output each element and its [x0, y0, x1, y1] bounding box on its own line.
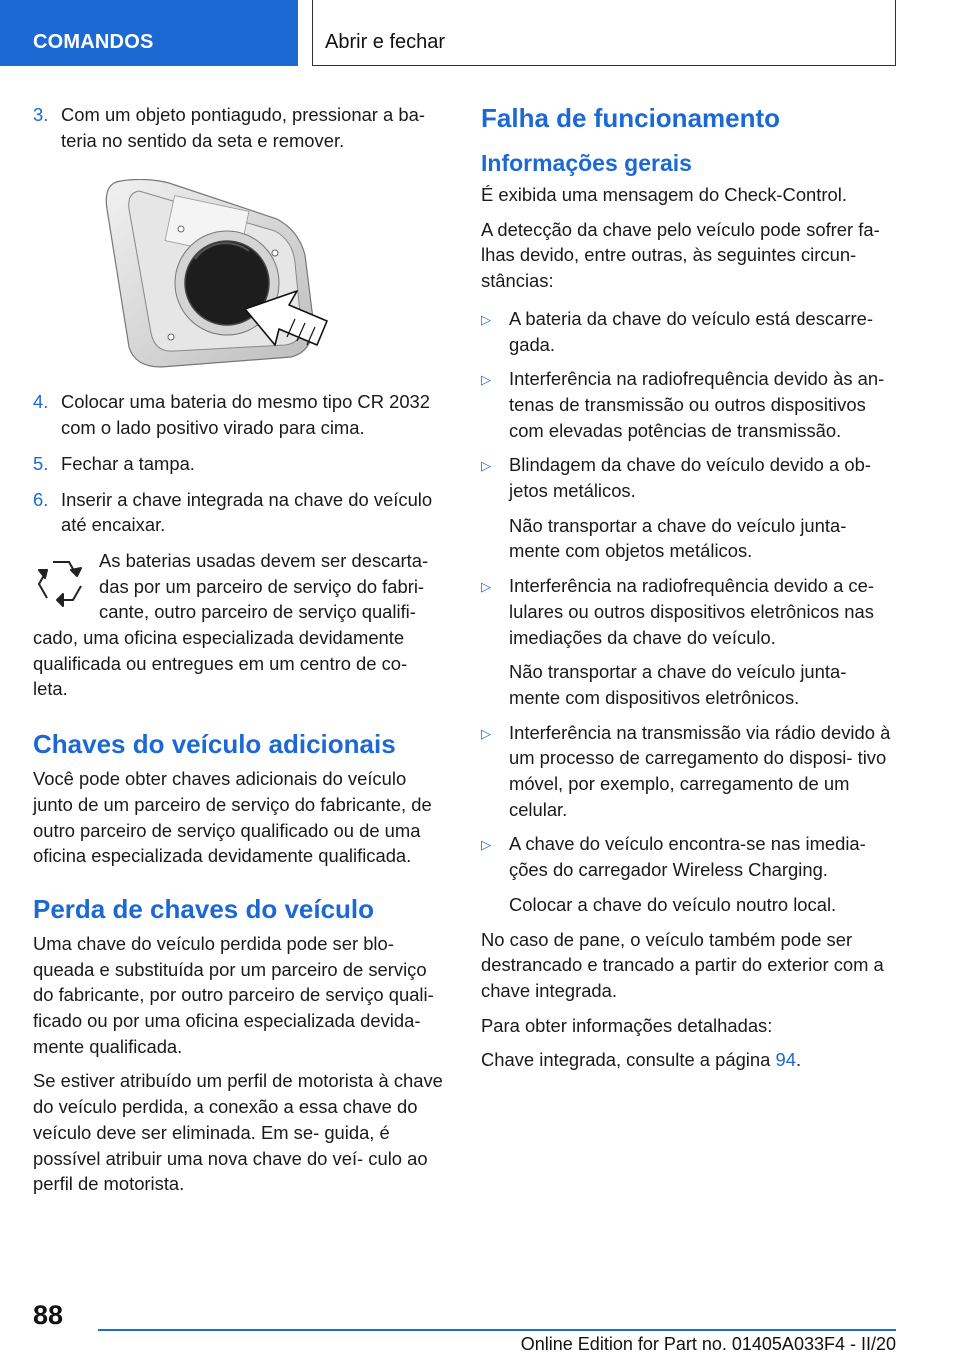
step-number: 6.	[33, 488, 49, 510]
section-label: COMANDOS	[0, 0, 298, 66]
bullet-subtext: Não transportar a chave do veículo junta- mente com objetos metálicos.	[509, 514, 847, 562]
step-text: Colocar uma bateria do mesmo tipo CR 2032 com o lado positivo virado para cima.	[61, 391, 431, 439]
bullet-subtext: Colocar a chave do veículo noutro local.	[509, 893, 837, 915]
heading-malfunction: Falha de funcionamento	[481, 103, 781, 133]
recycle-icon	[33, 554, 89, 610]
step-text: Com um objeto pontiagudo, pressionar a ba- teria no sentido da seta e remover.	[61, 104, 425, 151]
right-column	[481, 102, 895, 1073]
note-line: cante, outro parceiro de serviço qualifi-	[99, 601, 416, 623]
bullet-text: Interferência na radiofrequência devido às an- tenas de transmissão ou outros dispositivos com elevadas potências de transmissão.	[509, 368, 885, 441]
step-text: Inserir a chave integrada na chave do veículo até encaixar.	[61, 488, 433, 536]
triangle-bullet-icon: ▷	[481, 579, 491, 595]
bullet-subtext: Não transportar a chave do veículo junta- mente com dispositivos eletrônicos.	[509, 661, 847, 708]
heading-extra-keys: Chaves do veículo adicionais	[33, 729, 396, 760]
note-line: das por um parceiro de serviço do fabri-	[99, 575, 425, 597]
bullet-list	[481, 306, 895, 918]
step-number: 5.	[33, 452, 49, 474]
paragraph: Se estiver atribuído um perfil de motorista à chave do veículo perdida, a conexão a essa chave do veículo deve ser eliminada. Em se- guida, é possível atribuir uma nova chave do veí- culo ao perfil de motorista.	[33, 1070, 443, 1195]
bullet-text: Blindagem da chave do veículo devido a ob- jetos metálicos.	[509, 454, 871, 502]
step-number: 3.	[33, 104, 49, 125]
list-item	[481, 366, 895, 443]
triangle-bullet-icon: ▷	[481, 458, 491, 474]
chapter-title: Abrir e fechar	[312, 0, 896, 66]
paragraph: Para obter informações detalhadas:	[481, 1014, 773, 1036]
bullet-text: Interferência na transmissão via rádio devido à um processo de carregamento do disposi- tivo móvel, por exemplo, carregamento de um celular.	[509, 721, 891, 820]
paragraph: A detecção da chave pelo veículo pode sofrer fa- lhas devido, entre outras, às seguintes circun- stâncias:	[481, 218, 880, 292]
list-item	[33, 102, 447, 153]
key-battery-illustration	[99, 179, 339, 369]
paragraph: É exibida uma mensagem do Check-Control.	[481, 184, 847, 205]
reference-suffix: .	[795, 1049, 802, 1071]
triangle-bullet-icon: ▷	[481, 725, 491, 741]
page-header	[0, 0, 960, 66]
paragraph: No caso de pane, o veículo também pode ser destrancado e trancado a partir do exterior com a chave integrada.	[481, 928, 884, 1001]
paragraph: Uma chave do veículo perdida pode ser blo- queada e substituída por um parceiro de serviço do fabricante, por outro parceiro de serviço quali- ficado ou por uma oficina especializada devida- mente qualificada.	[33, 932, 434, 1057]
bullet-text: A bateria da chave do veículo está descarre- gada.	[509, 307, 873, 355]
list-item	[33, 451, 447, 477]
list-item	[481, 306, 895, 357]
edition-info: Online Edition for Part no. 01405A033F4 - II/20	[520, 1334, 896, 1354]
key-battery-image	[99, 179, 339, 369]
page-link[interactable]: 94	[775, 1049, 796, 1071]
heading-lost-keys: Perda de chaves do veículo	[33, 893, 375, 924]
step-number: 4.	[33, 391, 49, 413]
bullet-text: A chave do veículo encontra-se nas imedia- ções do carregador Wireless Charging.	[509, 833, 866, 881]
list-item	[481, 720, 895, 823]
list-item	[481, 831, 895, 917]
page-number: 88	[33, 1300, 64, 1330]
footer-divider	[98, 1329, 896, 1331]
environment-note	[33, 548, 447, 702]
bullet-text: Interferência na radiofrequência devido a ce- lulares ou outros dispositivos eletrônicos nas imediações da chave do veículo.	[509, 575, 874, 648]
step-text: Fechar a tampa.	[61, 452, 195, 474]
paragraph: Você pode obter chaves adicionais do veículo junto de um parceiro de serviço do fabricante, de outro parceiro de serviço qualificado ou de uma oficina especializada devidamente qualificada.	[33, 768, 432, 867]
list-item	[481, 452, 895, 564]
triangle-bullet-icon: ▷	[481, 372, 491, 388]
list-item	[33, 389, 447, 440]
steps-list-b	[33, 389, 447, 538]
note-line: As baterias usadas devem ser descarta-	[99, 549, 429, 571]
list-item	[33, 487, 447, 538]
reference-text: Chave integrada, consulte a página	[481, 1049, 776, 1071]
note-text: cado, uma oficina especializada devidamente qualificada ou entregues em um centro de co- leta.	[33, 627, 408, 700]
heading-general-info: Informações gerais	[481, 150, 692, 176]
left-column	[33, 102, 447, 1197]
cross-reference	[481, 1047, 895, 1073]
list-item	[481, 573, 895, 711]
triangle-bullet-icon: ▷	[481, 837, 491, 853]
triangle-bullet-icon: ▷	[481, 311, 491, 327]
steps-list-a	[33, 102, 447, 153]
